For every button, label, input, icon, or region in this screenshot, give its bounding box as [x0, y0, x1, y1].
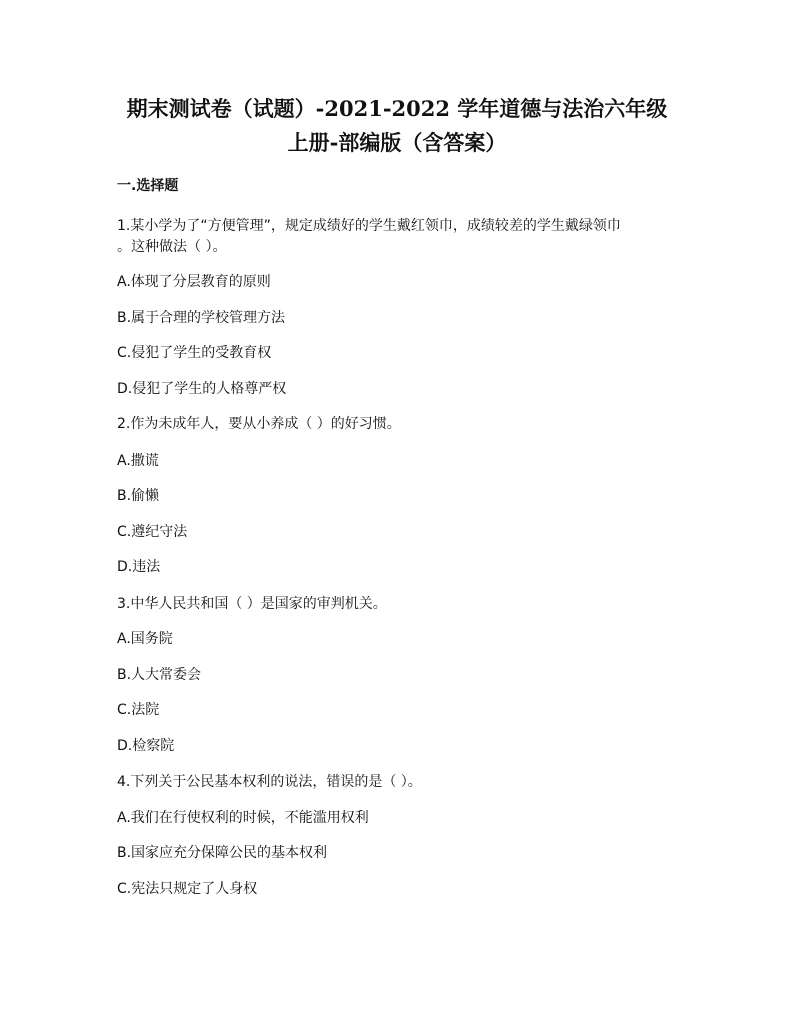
question-2-option-a: A.撒谎	[117, 453, 159, 469]
question-2-option-b: B.偷懒	[117, 488, 160, 504]
question-4-stem: 4.下列关于公民基本权利的说法，错误的是（ ）。	[117, 774, 422, 790]
question-1-option-d: D.侵犯了学生的人格尊严权	[117, 381, 287, 397]
question-3-option-d: D.检察院	[117, 738, 175, 754]
question-2-option-d: D.违法	[117, 559, 161, 575]
question-2-option-c: C.遵纪守法	[117, 524, 188, 540]
question-stem-line: 1.某小学为了“方便管理”，规定成绩好的学生戴红领巾，成绩较差的学生戴绿领巾	[117, 218, 621, 234]
document-title	[60, 92, 734, 160]
question-4-option-c: C.宪法只规定了人身权	[117, 881, 258, 897]
question-4-option-a: A.我们在行使权利的时候，不能滥用权利	[117, 810, 369, 826]
question-4-option-b: B.国家应充分保障公民的基本权利	[117, 845, 328, 861]
title-line: 期末测试卷（试题）-2021-2022 学年道德与法治六年级	[126, 96, 668, 121]
question-1-option-a: A.体现了分层教育的原则	[117, 274, 271, 290]
question-1-option-c: C.侵犯了学生的受教育权	[117, 345, 272, 361]
question-1-option-b: B.属于合理的学校管理方法	[117, 310, 286, 326]
question-3-option-b: B.人大常委会	[117, 667, 202, 683]
question-stem-line: 。这种做法（ ）。	[117, 239, 227, 255]
section-heading: 一.选择题	[117, 178, 179, 194]
title-line: 上册-部编版（含答案）	[287, 130, 507, 155]
question-3-stem: 3.中华人民共和国（ ）是国家的审判机关。	[117, 596, 387, 612]
question-2-stem: 2.作为未成年人，要从小养成（ ）的好习惯。	[117, 416, 401, 432]
question-1-stem	[117, 216, 687, 258]
question-3-option-a: A.国务院	[117, 631, 173, 647]
question-3-option-c: C.法院	[117, 702, 160, 718]
